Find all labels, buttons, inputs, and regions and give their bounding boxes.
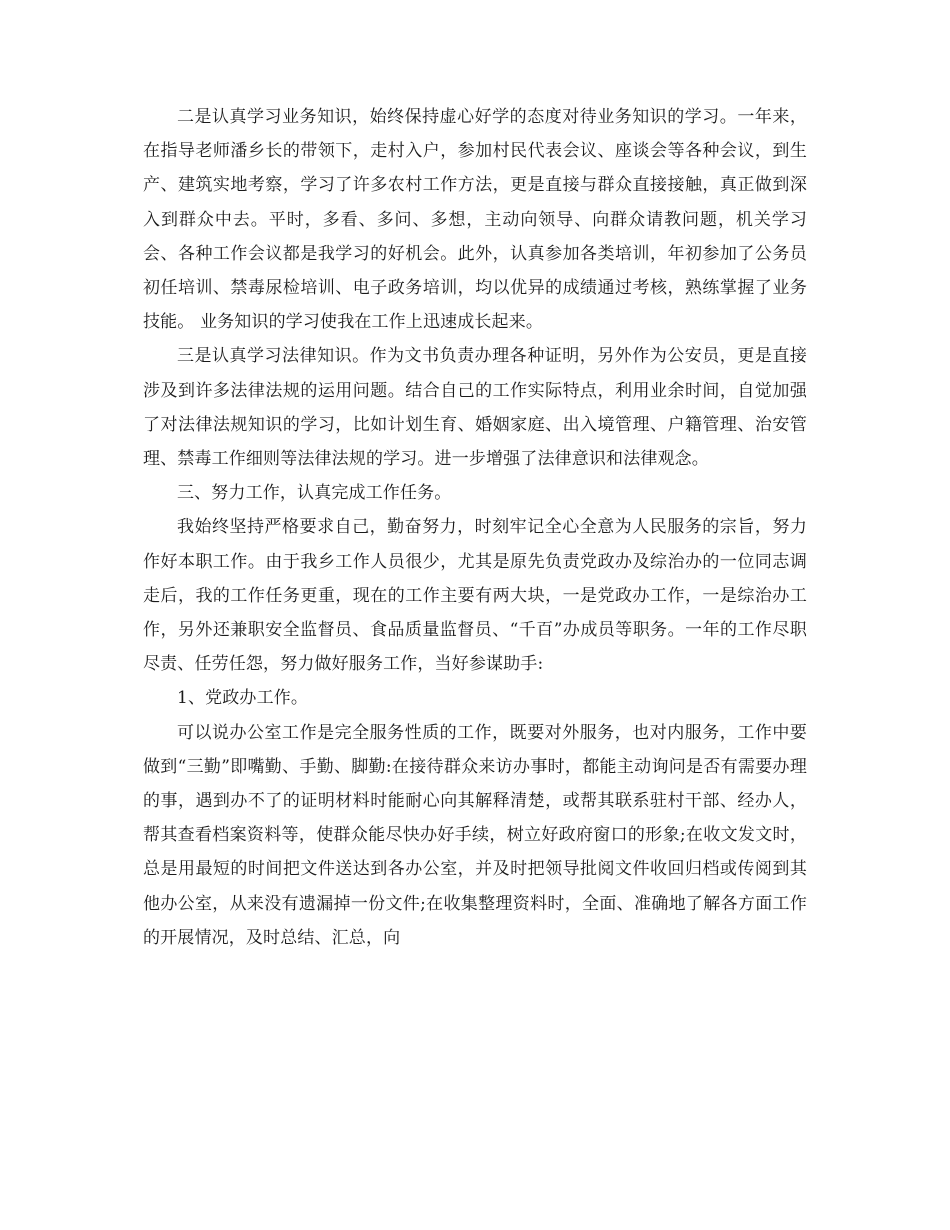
document-body <box>143 100 807 955</box>
paragraph: 三是认真学习法律知识。作为文书负责办理各种证明，另外作为公安员，更是直接涉及到许多法律法规的运用问题。结合自己的工作实际特点，利用业余时间，自觉加强了对法律法规知识的学习，比如计划生育、婚姻家庭、出入境管理、户籍管理、治安管理、禁毒工作细则等法律法规的学习。进一步增强了法律意识和法律观念。 <box>143 346 807 470</box>
paragraph: 我始终坚持严格要求自己，勤奋努力，时刻牢记全心全意为人民服务的宗旨，努力作好本职工作。由于我乡工作人员很少，尤其是原先负责党政办及综治办的一位同志调走后，我的工作任务更重，现在的工作主要有两大块，一是党政办工作，一是综治办工作，另外还兼职安全监督员、食品质量监督员、“千百”办成员等职务。一年的工作尽职尽责、任劳任怨，努力做好服务工作，当好参谋助手: <box>143 517 807 675</box>
paragraph: 二是认真学习业务知识，始终保持虚心好学的态度对待业务知识的学习。一年来，在指导老师潘乡长的带领下，走村入户，参加村民代表会议、座谈会等各种会议，到生产、建筑实地考察，学习了许多农村工作方法，更是直接与群众直接接触，真正做到深入到群众中去。平时，多看、多问、多想，主动向领导、向群众请教问题，机关学习会、各种工作会议都是我学习的好机会。此外，认真参加各类培训，年初参加了公务员初任培训、禁毒尿检培训、电子政务培训，均以优异的成绩通过考核，熟练掌握了业务技能。 业务知识的学习使我在工作上迅速成长起来。 <box>143 107 807 333</box>
section-heading: 三、努力工作，认真完成工作任务。 <box>177 483 452 504</box>
subsection-heading: 1、党政办工作。 <box>177 688 309 709</box>
paragraph: 可以说办公室工作是完全服务性质的工作，既要对外服务，也对内服务，工作中要做到“三勤”即嘴勤、手勤、脚勤:在接待群众来访办事时，都能主动询问是否有需要办理的事，遇到办不了的证明材料时能耐心向其解释清楚，或帮其联系驻村干部、经办人，帮其查看档案资料等，使群众能尽快办好手续，树立好政府窗口的形象;在收文发文时，总是用最短的时间把文件送达到各办公室，并及时把领导批阅文件收回归档或传阅到其他办公室，从来没有遗漏掉一份文件;在收集整理资料时，全面、准确地了解各方面工作的开展情况，及时总结、汇总，向 <box>143 722 807 948</box>
